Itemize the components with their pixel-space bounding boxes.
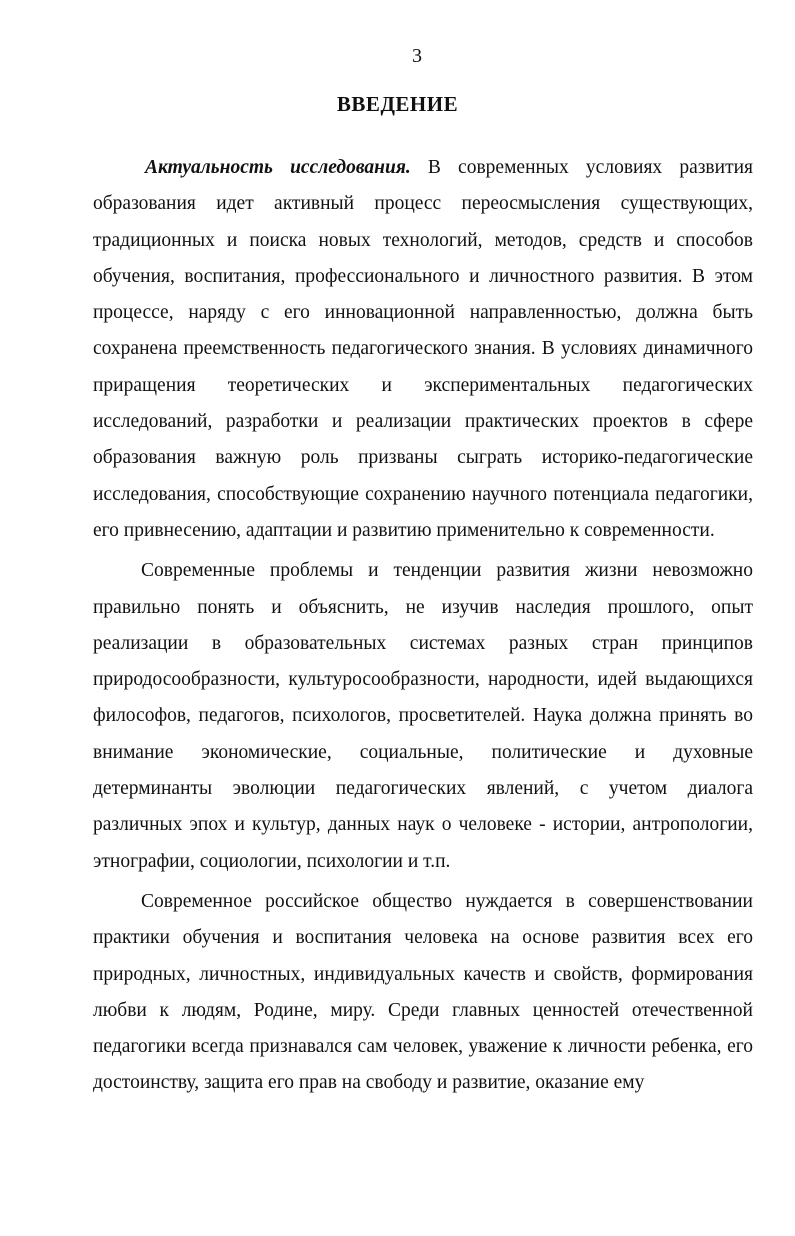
- document-body: [93, 150, 753, 1102]
- paragraph-society: Современное российское общество нуждается в совершенствовании практики обучения и воспитания человека на основе развития всех его природных, личностных, индивидуальных качеств и свойств, формирования любви к людям, Родине, миру. Среди главных ценностей отечественной педагогики всегда признавался сам человек, уважение к личности ребенка, его достоинству, защита его прав на свободу и развитие, оказание ему: [93, 890, 753, 1094]
- paragraph-lead: Актуальность исследования.: [145, 157, 411, 178]
- page-number: 3: [412, 45, 422, 67]
- paragraph-text: В современных условиях развития образования идет активный процесс переосмысления существующих, традиционных и поиска новых технологий, методов, средств и способов обучения, воспитания, профессионального и личностного развития. В этом процессе, наряду с его инновационной направленностью, должна быть сохранена преемственность педагогического знания. В условиях динамичного приращения теоретических и экспериментальных педагогических исследований, разработки и реализации практических проектов в сфере образования важную роль призваны сыграть историко-педагогические исследования, способствующие сохранению научного потенциала педагогики, его привнесению, адаптации и развитию применительно к современности.: [93, 157, 753, 541]
- paragraph-problems: Современные проблемы и тенденции развития жизни невозможно правильно понять и объяснить, не изучив наследия прошлого, опыт реализации в образовательных системах разных стран принципов природосообразности, культуросообразности, народности, идей выдающихся философов, педагогов, психологов, просветителей. Наука должна принять во внимание экономические, социальные, политические и духовные детерминанты эволюции педагогических явлений, с учетом диалога различных эпох и культур, данных наук о человеке - истории, антропологии, этнографии, социологии, психологии и т.п.: [93, 560, 753, 872]
- paragraph-relevance: [93, 150, 753, 549]
- section-title: ВВЕДЕНИЕ: [336, 92, 459, 116]
